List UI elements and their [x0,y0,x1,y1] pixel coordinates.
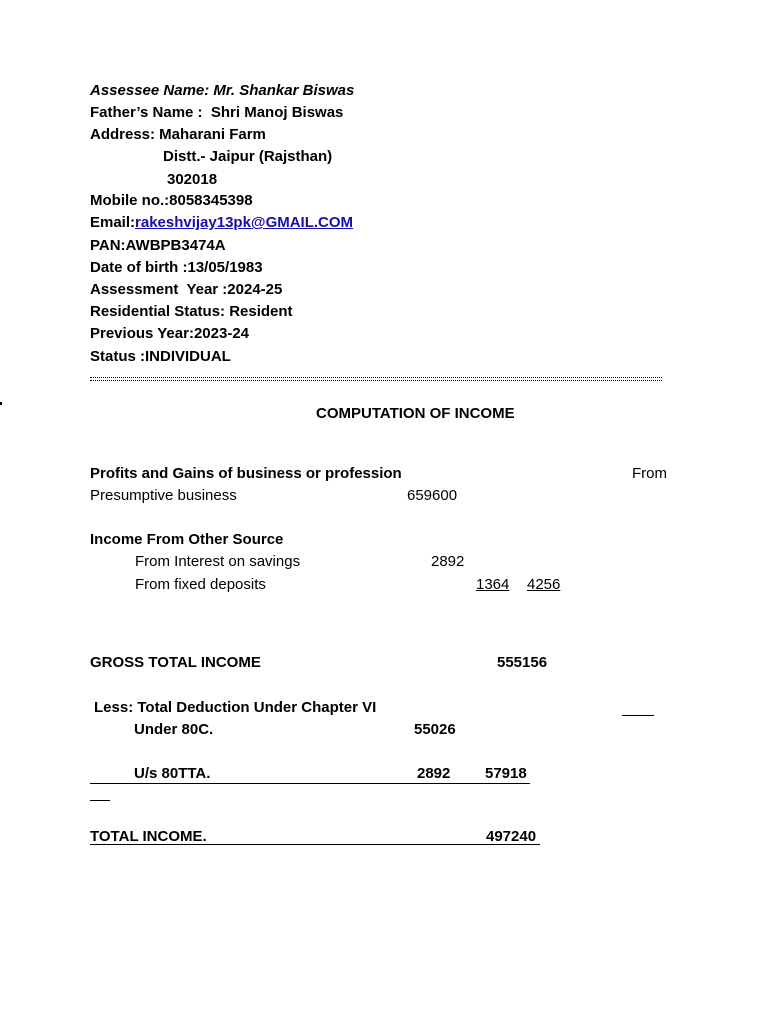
tta-value: 2892 [417,765,451,782]
business-heading: Profits and Gains of business or profession [90,465,402,482]
presumptive-label: Presumptive business [90,487,237,504]
previous-year: Previous Year:2023-24 [90,325,250,342]
total-income-value: 497240 [486,828,537,845]
address-line-1: Address: Maharani Farm [90,126,266,143]
deduction-label: Less: Total Deduction Under Chapter VI [94,699,377,716]
total-underline [90,844,540,845]
under-80c-value: 55026 [414,721,456,738]
residential-status: Residential Status: Resident [90,303,293,320]
assessment-year: Assessment Year :2024-25 [90,281,283,298]
tta-underline [90,783,530,784]
fd-label: From fixed deposits [135,576,266,593]
dotted-separator-2 [90,380,662,381]
gross-total-value: 555156 [497,654,548,671]
dotted-separator [90,377,662,378]
other-source-total: 4256 [527,576,561,593]
email-row [90,214,353,232]
gross-total-label: GROSS TOTAL INCOME [90,654,261,671]
fd-value: 1364 [476,576,510,593]
email-link[interactable]: rakeshvijay13pk@GMAIL.COM [135,214,354,231]
computation-title: COMPUTATION OF INCOME [316,405,515,422]
email-label: Email: [90,214,136,231]
date-of-birth: Date of birth :13/05/1983 [90,259,263,276]
margin-mark [0,402,2,405]
address-line-2: Distt.- Jaipur (Rajsthan) [163,148,333,165]
pan-number: PAN:AWBPB3474A [90,237,226,254]
under-80c-label: Under 80C. [134,721,214,738]
assessee-name: Assessee Name: Mr. Shankar Biswas [90,82,355,99]
other-source-heading: Income From Other Source [90,531,284,548]
assessee-status: Status :INDIVIDUAL [90,348,231,365]
interest-value: 2892 [431,553,465,570]
deduction-total: 57918 [485,765,527,782]
tta-label: U/s 80TTA. [134,765,211,782]
business-from-text: From [632,465,667,482]
mobile-number: Mobile no.:8058345398 [90,192,253,209]
total-income-label: TOTAL INCOME. [90,828,207,845]
presumptive-value: 659600 [407,487,458,504]
fathers-name: Father’s Name : Shri Manoj Biswas [90,104,344,121]
interest-label: From Interest on savings [135,553,301,570]
short-rule [90,800,110,801]
address-pincode: 302018 [167,171,218,188]
deduction-rule [622,715,654,716]
